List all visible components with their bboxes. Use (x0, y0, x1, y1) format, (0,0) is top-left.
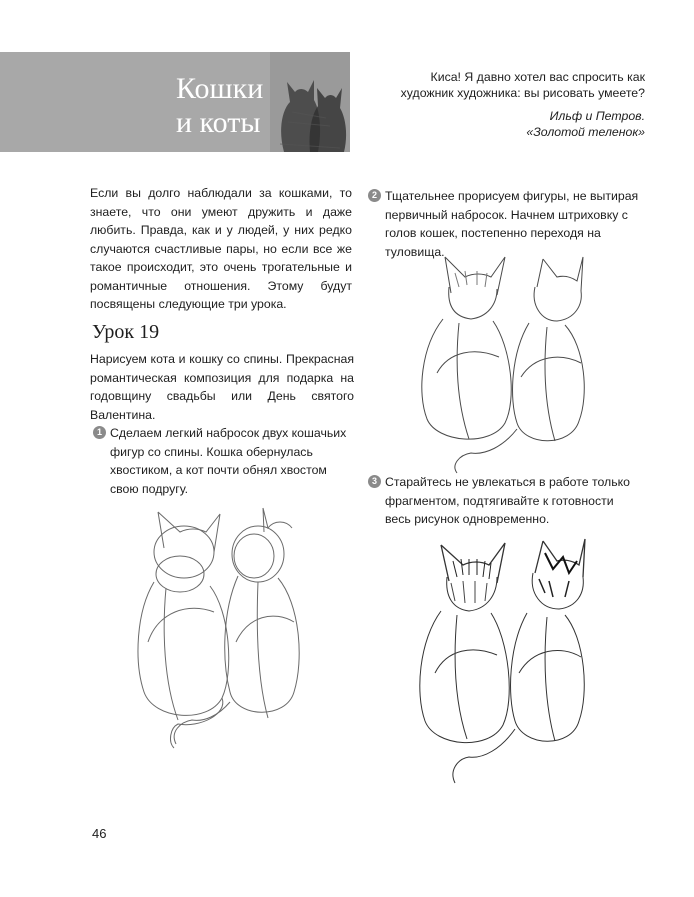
cat-sketch-stage-1 (118, 492, 343, 757)
epigraph-attribution (395, 109, 645, 140)
step-number-badge: 3 (368, 475, 381, 488)
chapter-title (176, 72, 263, 140)
lesson-title: Урок 19 (92, 321, 160, 343)
cat-sketch-stage-3 (393, 523, 593, 795)
chapter-title-line-1: Кошки (176, 72, 264, 105)
step-1 (93, 424, 353, 498)
chapter-title-line-2: и коты (176, 106, 261, 139)
step-text: Тщательнее прорисуем фигуры, не вытирая первичный набросок. Начнем штриховку с голов кошек, постепенно переходя на туловища. (385, 189, 639, 259)
chapter-banner (0, 52, 350, 152)
step-number-badge: 1 (93, 426, 106, 439)
page-number: 46 (92, 826, 107, 841)
step-text: Старайтесь не увлекаться в работе только фрагментом, подтягивайте к готовности весь рисунок одновременно. (385, 475, 630, 526)
epigraph-quote: Киса! Я давно хотел вас спросить как художник художника: вы рисовать умеете? (400, 70, 645, 100)
intro-paragraph: Если вы долго наблюдали за кошками, то знаете, что они умеют дружить и даже любить. Правда, как и у людей, у них редко случаются счастливые пары, но если все же такое происходит, это очень трогательные и романтичные отношения. Этому будут посвящены следующие три урока. (90, 186, 352, 311)
epigraph-work: «Золотой теленок» (526, 124, 645, 139)
cat-sketch-stage-2 (393, 243, 603, 475)
step-3 (368, 473, 640, 529)
step-text: Сделаем легкий набросок двух кошачьих фигур со спины. Кошка обернулась хвостиком, а кот почти обнял хвостом свою подругу. (110, 426, 347, 496)
epigraph-author: Ильф и Петров. (549, 109, 645, 123)
step-number-badge: 2 (368, 189, 381, 202)
lesson-description: Нарисуем кота и кошку со спины. Прекрасная романтическая композиция для подарка на годовщину свадьбы или День святого Валентина. (90, 352, 354, 422)
cat-silhouette-icon (270, 52, 350, 152)
epigraph (395, 70, 645, 140)
